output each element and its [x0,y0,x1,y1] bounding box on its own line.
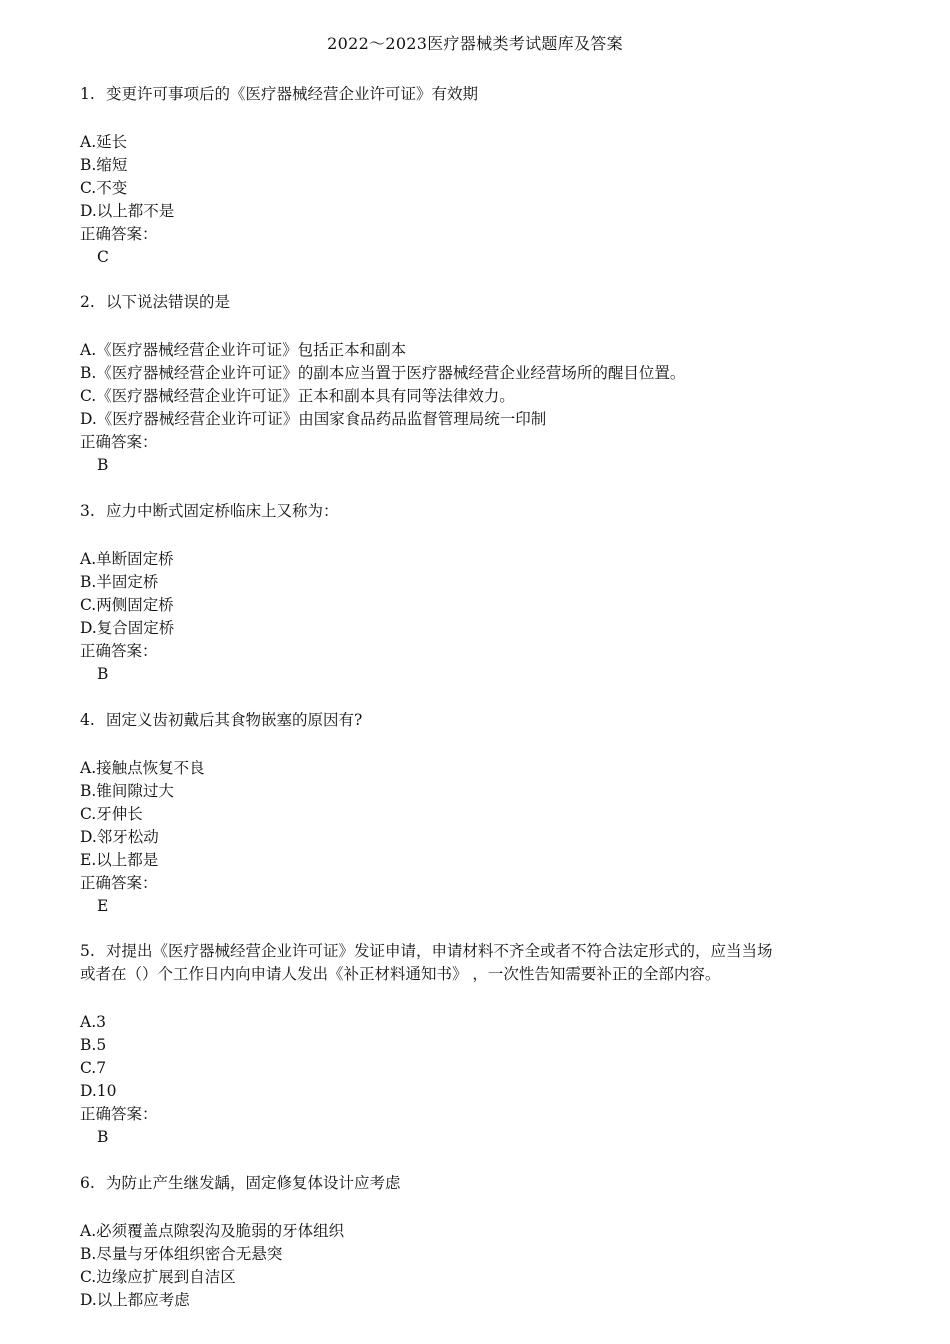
option-b: B.5 [80,1036,107,1054]
option-c: C.边缘应扩展到自洁区 [80,1268,236,1286]
option-b: B.《医疗器械经营企业许可证》的副本应当置于医疗器械经营企业经营场所的醒目位置。 [80,364,686,382]
option-d: D.以上都应考虑 [80,1291,190,1309]
answer-value: B [97,456,109,474]
option-c: C.7 [80,1059,107,1077]
question-2 [80,291,870,477]
option-c: C.牙伸长 [80,805,143,823]
question-stem [80,709,870,732]
options-list [80,1220,870,1312]
options-list [80,548,870,686]
answer-value: E [97,897,109,915]
answer-label: 正确答案： [80,433,158,451]
question-text-line-1: 对提出《医疗器械经营企业许可证》发证申请，申请材料不齐全或者不符合法定形式的，应当当场 [106,942,773,960]
question-stem [80,1172,870,1195]
option-b: B.缩短 [80,156,128,174]
question-stem [80,940,870,986]
option-a: A.必须覆盖点隙裂沟及脆弱的牙体组织 [80,1222,345,1240]
options-list [80,131,870,269]
option-a: A.延长 [80,133,128,151]
options-list [80,757,870,918]
question-text-line-2: 或者在（）个工作日内向申请人发出《补正材料通知书》 ，一次性告知需要补正的全部内容。 [80,965,721,983]
answer-value: B [97,665,109,683]
option-b: B.尽量与牙体组织密合无悬突 [80,1245,283,1263]
question-text: 固定义齿初戴后其食物嵌塞的原因有? [106,711,363,729]
option-a: A.接触点恢复不良 [80,759,205,777]
option-c: C.《医疗器械经营企业许可证》正本和副本具有同等法律效力。 [80,387,515,405]
options-list [80,1011,870,1149]
question-number: 2. [80,293,95,311]
option-c: C.两侧固定桥 [80,596,174,614]
option-b: B.半固定桥 [80,573,159,591]
question-5 [80,940,870,1149]
question-text: 为防止产生继发龋，固定修复体设计应考虑 [106,1174,401,1192]
option-a: A.《医疗器械经营企业许可证》包括正本和副本 [80,341,407,359]
question-number: 4. [80,711,95,729]
answer-label: 正确答案： [80,1105,158,1123]
question-number: 6. [80,1174,95,1192]
document-title: 2022～2023医疗器械类考试题库及答案 [327,34,623,53]
question-6 [80,1172,870,1312]
option-d: D.10 [80,1082,117,1100]
question-text: 变更许可事项后的《医疗器械经营企业许可证》有效期 [106,85,479,103]
option-a: A.3 [80,1013,106,1031]
question-number: 3. [80,502,95,520]
question-stem [80,291,870,314]
question-text: 应力中断式固定桥临床上又称为： [106,502,339,520]
question-number: 1. [80,85,95,103]
options-list [80,339,870,477]
question-4 [80,709,870,918]
question-number: 5. [80,942,95,960]
option-b: B.锥间隙过大 [80,782,174,800]
question-stem [80,500,870,523]
option-a: A.单断固定桥 [80,550,174,568]
question-stem [80,83,870,106]
answer-label: 正确答案： [80,642,158,660]
question-1 [80,83,870,269]
option-d: D.《医疗器械经营企业许可证》由国家食品药品监督管理局统一印制 [80,410,547,428]
option-e: E.以上都是 [80,851,159,869]
option-c: C.不变 [80,179,128,197]
answer-value: C [97,248,109,266]
question-3 [80,500,870,686]
question-text: 以下说法错误的是 [106,293,231,311]
option-d: D.以上都不是 [80,202,175,220]
answer-label: 正确答案： [80,225,158,243]
answer-value: B [97,1128,109,1146]
answer-label: 正确答案： [80,874,158,892]
option-d: D.邻牙松动 [80,828,159,846]
option-d: D.复合固定桥 [80,619,175,637]
